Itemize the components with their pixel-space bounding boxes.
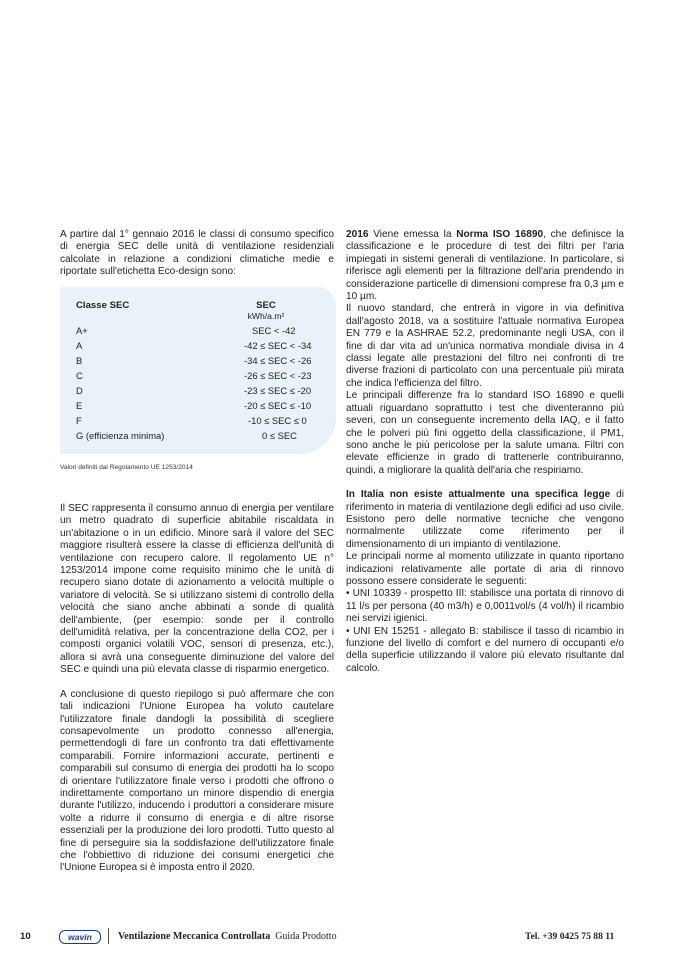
table-row: G (efficienza minima) 0 ≤ SEC bbox=[76, 430, 297, 441]
wavin-logo: wavin bbox=[59, 930, 101, 944]
page-number: 10 bbox=[20, 931, 31, 942]
table-row: E -20 ≤ SEC ≤ -10 bbox=[76, 400, 312, 411]
left-body bbox=[60, 503, 334, 875]
norms-paragraph: Le principali norme al momento utilizzate in quanto riportano indicazioni relativamente alle portate di aria di rinnovo possono essere considerate le seguenti: bbox=[346, 551, 624, 587]
footer-title: Ventilazione Meccanica Controllata Guida Prodotto bbox=[118, 931, 337, 942]
norm-bullet: • UNI EN 15251 - allegato B: stabilisce il tasso di ricambio in funzione del livello di comfort e del numero di occupanti e/o della superficie utilizzando il valore più elevato risultante dal calcolo. bbox=[346, 625, 624, 674]
table-row: F -10 ≤ SEC ≤ 0 bbox=[76, 415, 307, 426]
right-column bbox=[346, 229, 624, 675]
sec-class-table bbox=[60, 287, 336, 454]
norm-bullet: • UNI 10339 - prospetto III: stabilisce una portata di rinnovo di 11 l/s per persona (40 m3/h) e 0,0011vol/s (4 vol/h) il ricambio nei servizi igienici. bbox=[346, 588, 624, 625]
table-row: A -42 ≤ SEC < -34 bbox=[76, 340, 312, 351]
footer-subtitle: Guida Prodotto bbox=[275, 931, 337, 942]
table-row: B -34 ≤ SEC < -26 bbox=[76, 355, 312, 366]
table-row: C -26 ≤ SEC < -23 bbox=[76, 370, 312, 381]
iso-paragraph: 2016 Viene emessa la Norma ISO 16890, che definisce la classificazione e le procedure di test dei filtri per l'aria impiegati in sistemi generali di ventilazione. In particolare, si riferisce agli elementi per la filtrazione dell'aria prendendo in considerazione particelle di dimensioni comprese fra 0,3 µm e 10 µm. bbox=[346, 229, 624, 303]
table-footnote: Valori definiti dal Regolamento UE 1253/2014 bbox=[60, 464, 193, 471]
footer-divider bbox=[108, 928, 109, 944]
table-row: A+ SEC < -42 bbox=[76, 325, 296, 336]
sec-paragraph: Il SEC rappresenta il consumo annuo di energia per ventilare un metro quadrato di superficie abitabile riscaldata in un'abitazione o in un edificio. Minore sarà il valore del SEC maggiore risulterà essere la classe di efficienza dell'unità di ventilazione con recupero calore. Il regolamento UE n° 1253/2014 impone come requisito minimo che le unità di recupero siano dotate di azionamento a velocità multiple o variatore di velocità. Se si utilizzano sistemi di controllo della velocità che siano anche abbinati a sonde di qualità dell'ambiente, (per esempio: sonde per il controllo dell'umidità relativa, per la concentrazione della CO2, per i composti organici volatili VOC, sensori di presenza, etc.), allora si avrà una conseguente diminuzione del valore del SEC e quindi una più elevata classe di risparmio energetico. bbox=[60, 503, 334, 676]
differences-paragraph: Le principali differenze fra lo standard ISO 16890 e quelli attuali riguardano soprattutto i test che diventeranno più severi, con un conseguente incremento della IAQ, e il fatto che le polveri più fini oggetto della classificazione, il PM1, sono anche le più pericolose per la salute umana. Filtri con elevate efficienze in grado di trattenerle contribuiranno, quindi, a migliorare la qualità dell'aria che respiriamo. bbox=[346, 390, 624, 476]
standard-paragraph: Il nuovo standard, che entrerà in vigore in via definitiva dall'agosto 2018, va a sostituire l'attuale normativa Europea EN 779 e la ASHRAE 52.2, predominante negli USA, con il fine di dar vita ad un'unica normativa mondiale divisa in 4 classi legate alle prestazioni del filtro nei confronti di tre diverse frazioni di particolato con una percentuale più mirata che indica l'efficienza del filtro. bbox=[346, 303, 624, 389]
table-header-sec: SEC kWh/a.m² bbox=[236, 300, 296, 322]
table-header-class: Classe SEC bbox=[76, 300, 130, 311]
intro-paragraph: A partire dal 1° gennaio 2016 le classi di consumo specifico di energia SEC delle unità di ventilazione residenziali calcolate in relazione a condizioni climatiche medie e riportate sull'etichetta Eco-design sono: bbox=[60, 229, 334, 278]
page-footer bbox=[0, 931, 678, 945]
italy-paragraph: In Italia non esiste attualmente una specifica legge di riferimento in materia di ventilazione degli edifici ad uso civile. Esistono pero delle normative tecniche che vengono normalmente utilizzate come riferimento per il dimensionamento di un impianto di ventilazione. bbox=[346, 489, 624, 550]
conclusion-paragraph: A conclusione di questo riepilogo si può affermare che con tali indicazioni l'Unione Europea ha voluto cautelare l'utilizzatore finale dandogli la possibilità di scegliere consapevolmente un prodotto connesso all'energia, permettendogli di fare un confronto tra dati effettivamente comparabili. Fornire informazioni accurate, pertinenti e comparabili sul consumo di energia dei prodotti ha lo scopo di orientare l'utilizzatore finale verso i prodotti che offrono o indirettamente comportano un minore dispendio di energia durante l'utilizzo, inducendo i produttori a considerare misure volte a ridurre il consumo di energia e di altre risorse essenziali per la produzione dei loro prodotti. Tutto questo al fine di perseguire sia la soddisfazione dell'utilizzatore finale che l'obbiettivo di riduzione dei consumi energetici che l'Unione Europea si è imposta entro il 2020. bbox=[60, 688, 334, 874]
table-row: D -23 ≤ SEC ≤ -20 bbox=[76, 385, 312, 396]
footer-phone: Tel. +39 0425 75 88 11 bbox=[525, 931, 615, 942]
table-header-unit: kWh/a.m² bbox=[247, 311, 285, 321]
